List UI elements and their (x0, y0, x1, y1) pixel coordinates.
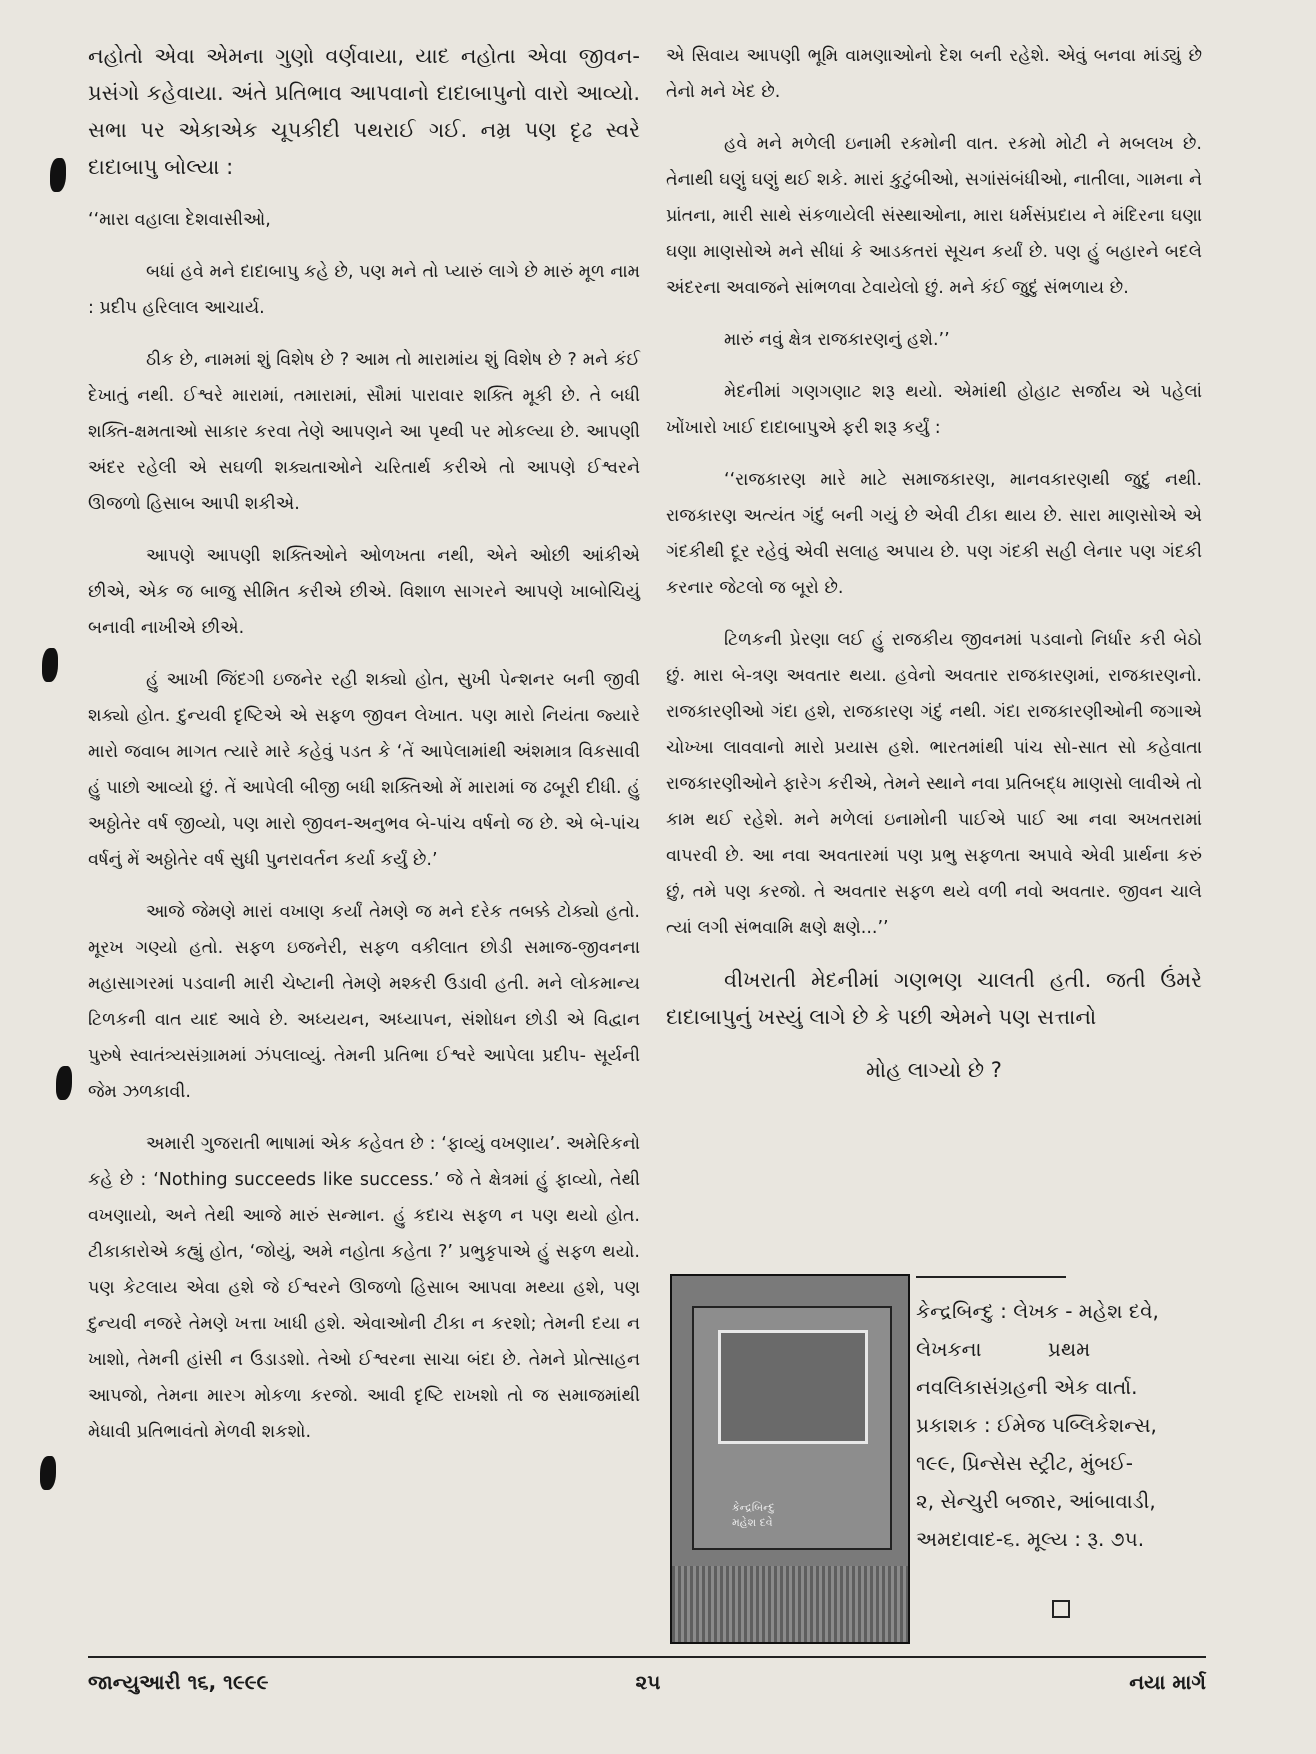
paragraph: મેદનીમાં ગણગણાટ શરૂ થયો. એમાંથી હોહાટ સર્જાય એ પહેલાં ખોંખારો ખાઈ દાદાબાપુએ ફરી શરૂ કર્યું : (666, 382, 1202, 438)
page-footer (88, 1664, 1206, 1704)
paragraph: નહોતો એવા એમના ગુણો વર્ણવાયા, યાદ નહોતા એવા જીવન-પ્રસંગો કહેવાયા. અંતે પ્રતિભાવ આપવાનો દાદાબાપુનો વારો આવ્યો. સભા પર એકાએક ચૂપકીદી પથરાઈ ગઈ. નમ્ર પણ દૃઢ સ્વરે દાદાબાપુ બોલ્યા : (88, 44, 640, 179)
caption-line: કેન્દ્રબિન્દુ : લેખક - મહેશ દવે, (916, 1299, 1159, 1323)
paragraph: હું આખી જિંદગી ઇજનેર રહી શક્યો હોત, સુખી પેન્શનર બની જીવી શક્યો હોત. દુન્યવી દૃષ્ટિએ એ સફળ જીવન લેખાત. પણ મારો નિયંતા જ્યારે મારો જવાબ માગત ત્યારે મારે કહેવું પડત કે ‘તેં આપેલામાંથી અંશમાત્ર વિકસાવી હું પાછો આવ્યો છું. તેં આપેલી બીજી બધી શક્તિઓ મેં મારામાં જ ઢબૂરી દીધી. હું અઠ્ઠોતેર વર્ષ જીવ્યો, પણ મારો જીવન-અનુભવ બે-પાંચ વર્ષનો જ છે. એ બે-પાંચ વર્ષનું મેં અઠ્ઠોતેર વર્ષ સુધી પુનરાવર્તન કર્યા કર્યું છે.’ (88, 670, 640, 870)
binding-hole-mark (40, 1456, 56, 1490)
footer-date: જાન્યુઆરી ૧૬, ૧૯૯૯ (88, 1670, 269, 1694)
footer-page-number: ૨૫ (635, 1670, 661, 1694)
right-column (666, 38, 1202, 1105)
caption-divider (916, 1276, 1066, 1278)
footer-magazine-name: નયા માર્ગ (1129, 1670, 1206, 1694)
end-of-article-mark (1052, 1600, 1070, 1618)
book-cover-title (732, 1500, 775, 1530)
paragraph: આપણે આપણી શક્તિઓને ઓળખતા નથી, એને ઓછી આંકીએ છીએ, એક જ બાજુ સીમિત કરીએ છીએ. વિશાળ સાગરને આપણે ખાબોચિયું બનાવી નાખીએ છીએ. (88, 546, 640, 638)
book-cover-frame (718, 1330, 868, 1444)
paragraph: હવે મને મળેલી ઇનામી રકમોની વાત. રકમો મોટી ને મબલખ છે. તેનાથી ઘણું ઘણું થઈ શકે. મારાં કુટુંબીઓ, સગાંસંબંધીઓ, નાતીલા, ગામના ને પ્રાંતના, મારી સાથે સંકળાયેલી સંસ્થાઓના, મારા ધર્મસંપ્રદાય ને મંદિરના ઘણા ઘણા માણસોએ મને સીધાં કે આડકતરાં સૂચન કર્યાં છે. પણ હું બહારને બદલે અંદરના અવાજને સાંભળવા ટેવાયેલો છું. મને કંઈ જુદું સંભળાય છે. (666, 134, 1202, 298)
paragraph: ‘‘રાજકારણ મારે માટે સમાજકારણ, માનવકારણથી જુદું નથી. રાજકારણ અત્યંત ગંદું બની ગયું છે એવી ટીકા થાય છે. સારા માણસોએ એ ગંદકીથી દૂર રહેવું એવી સલાહ અપાય છે. પણ ગંદકી સહી લેનાર પણ ગંદકી કરનાર જેટલો જ બૂરો છે. (666, 470, 1202, 598)
left-column (88, 38, 640, 1466)
paragraph: વીખરાતી મેદનીમાં ગણભણ ચાલતી હતી. જતી ઉંમરે દાદાબાપુનું ખસ્યું લાગે છે કે પછી એમને પણ સત્તાનો (666, 968, 1202, 1029)
caption-line: પ્રકાશક : ઈમેજ પબ્લિકેશન્સ, (916, 1413, 1157, 1437)
paragraph: ‘‘મારા વહાલા દેશવાસીઓ, (88, 210, 271, 230)
book-cover-image (670, 1274, 910, 1644)
caption-line: ૨, સેન્ચુરી બજાર, આંબાવાડી, (916, 1489, 1156, 1513)
book-cover-title-line2: મહેશ દવે (732, 1516, 773, 1529)
paragraph: એ સિવાય આપણી ભૂમિ વામણાઓનો દેશ બની રહેશે. એવું બનવા માંડ્યું છે તેનો મને ખેદ છે. (666, 46, 1202, 102)
footer-rule (88, 1656, 1206, 1658)
caption-line: ૧૯૯, પ્રિન્સેસ સ્ટ્રીટ, મુંબઈ- (916, 1451, 1133, 1475)
caption-line: નવલિકાસંગ્રહની એક વાર્તા. (916, 1375, 1138, 1399)
caption-line: લેખકના પ્રથમ (916, 1337, 1091, 1361)
paragraph: ટિળકની પ્રેરણા લઈ હું રાજકીય જીવનમાં પડવાનો નિર્ધાર કરી બેઠો છું. મારા બે-ત્રણ અવતાર થયા. હવેનો અવતાર રાજકારણમાં, રાજકારણનો. રાજકારણીઓ ગંદા હશે, રાજકારણ ગંદું નથી. ગંદા રાજકારણીઓની જગાએ ચોખ્ખા લાવવાનો મારો પ્રયાસ હશે. ભારતમાંથી પાંચ સો-સાત સો કહેવાતા રાજકારણીઓને ફારેગ કરીએ, તેમને સ્થાને નવા પ્રતિબદ્ધ માણસો લાવીએ તો કામ થઈ રહેશે. મને મળેલાં ઇનામોની પાઈએ પાઈ આ નવા અખતરામાં વાપરવી છે. આ નવા અવતારમાં પણ પ્રભુ સફળતા અપાવે એવી પ્રાર્થના કરું છું, તમે પણ કરજો. તે અવતાર સફળ થયે વળી નવો અવતાર. જીવન ચાલે ત્યાં લગી સંભવામિ ક્ષણે ક્ષણે...’’ (666, 630, 1202, 938)
binding-hole-mark (56, 1066, 72, 1100)
paragraph: ઠીક છે, નામમાં શું વિશેષ છે ? આમ તો મારામાંય શું વિશેષ છે ? મને કંઈ દેખાતું નથી. ઈશ્વરે મારામાં, તમારામાં, સૌમાં પારાવાર શક્તિ મૂકી છે. તે બધી શક્તિ-ક્ષમતાઓ સાકાર કરવા તેણે આપણને આ પૃથ્વી પર મોકલ્યા છે. આપણી અંદર રહેલી એ સઘળી શક્યતાઓને ચરિતાર્થ કરીએ તો આપણે ઈશ્વરને ઊજળો હિસાબ આપી શકીએ. (88, 350, 640, 514)
paragraph: અમારી ગુજરાતી ભાષામાં એક કહેવત છે : ‘ફાવ્યું વખણાય’. અમેરિકનો કહે છે : ‘Nothing succeeds like success.’ જે તે ક્ષેત્રમાં હું ફાવ્યો, તેથી વખણાયો, અને તેથી આજે મારું સન્માન. હું કદાચ સફળ ન પણ થયો હોત. ટીકાકારોએ કહ્યું હોત, ‘જોયું, અમે નહોતા કહેતા ?’ પ્રભુકૃપાએ હું સફળ થયો. પણ કેટલાય એવા હશે જે ઈશ્વરને ઊજળો હિસાબ આપવા મથ્યા હશે, પણ દુન્યવી નજરે તેમણે ખત્તા ખાધી હશે. એવાઓની ટીકા ન કરશો; તેમની દયા ન ખાશો, તેમની હાંસી ન ઉડાડશો. તેઓ ઈશ્વરના સાચા બંદા છે. તેમને પ્રોત્સાહન આપજો, તેમના મારગ મોકળા કરજો. આવી દૃષ્ટિ રાખશો તો જ સમાજમાંથી મેધાવી પ્રતિભાવંતો મેળવી શકશો. (88, 1134, 640, 1442)
paragraph: મારું નવું ક્ષેત્ર રાજકારણનું હશે.’’ (724, 330, 950, 350)
paragraph: આજે જેમણે મારાં વખાણ કર્યાં તેમણે જ મને દરેક તબક્કે ટોક્યો હતો. મૂરખ ગણ્યો હતો. સફળ ઇજનેરી, સફળ વકીલાત છોડી સમાજ-જીવનના મહાસાગરમાં પડવાની મારી ચેષ્ટાની તેમણે મશ્કરી ઉડાવી હતી. મને લોકમાન્ય ટિળકની વાત યાદ આવે છે. અધ્યયન, અધ્યાપન, સંશોધન છોડી એ વિદ્વાન પુરુષે સ્વાતંત્ર્યસંગ્રામમાં ઝંપલાવ્યું. તેમની પ્રતિભા ઈશ્વરે આપેલા પ્રદીપ- સૂર્યની જેમ ઝળકાવી. (88, 902, 640, 1102)
paragraph: મોહ લાગ્યો છે ? (866, 1058, 1002, 1082)
book-cover-pattern (672, 1566, 908, 1642)
book-caption (916, 1292, 1206, 1558)
binding-hole-mark (50, 158, 66, 192)
book-cover-title-line1: કેન્દ્રબિન્દુ (732, 1501, 775, 1514)
caption-line: અમદાવાદ-૬. મૂલ્ય : રૂ. ૭૫. (916, 1527, 1145, 1551)
paragraph: બધાં હવે મને દાદાબાપુ કહે છે, પણ મને તો પ્યારું લાગે છે મારું મૂળ નામ : પ્રદીપ હરિલાલ આચાર્ય. (88, 262, 640, 318)
binding-hole-mark (42, 648, 58, 682)
book-cover-panel (692, 1306, 892, 1550)
